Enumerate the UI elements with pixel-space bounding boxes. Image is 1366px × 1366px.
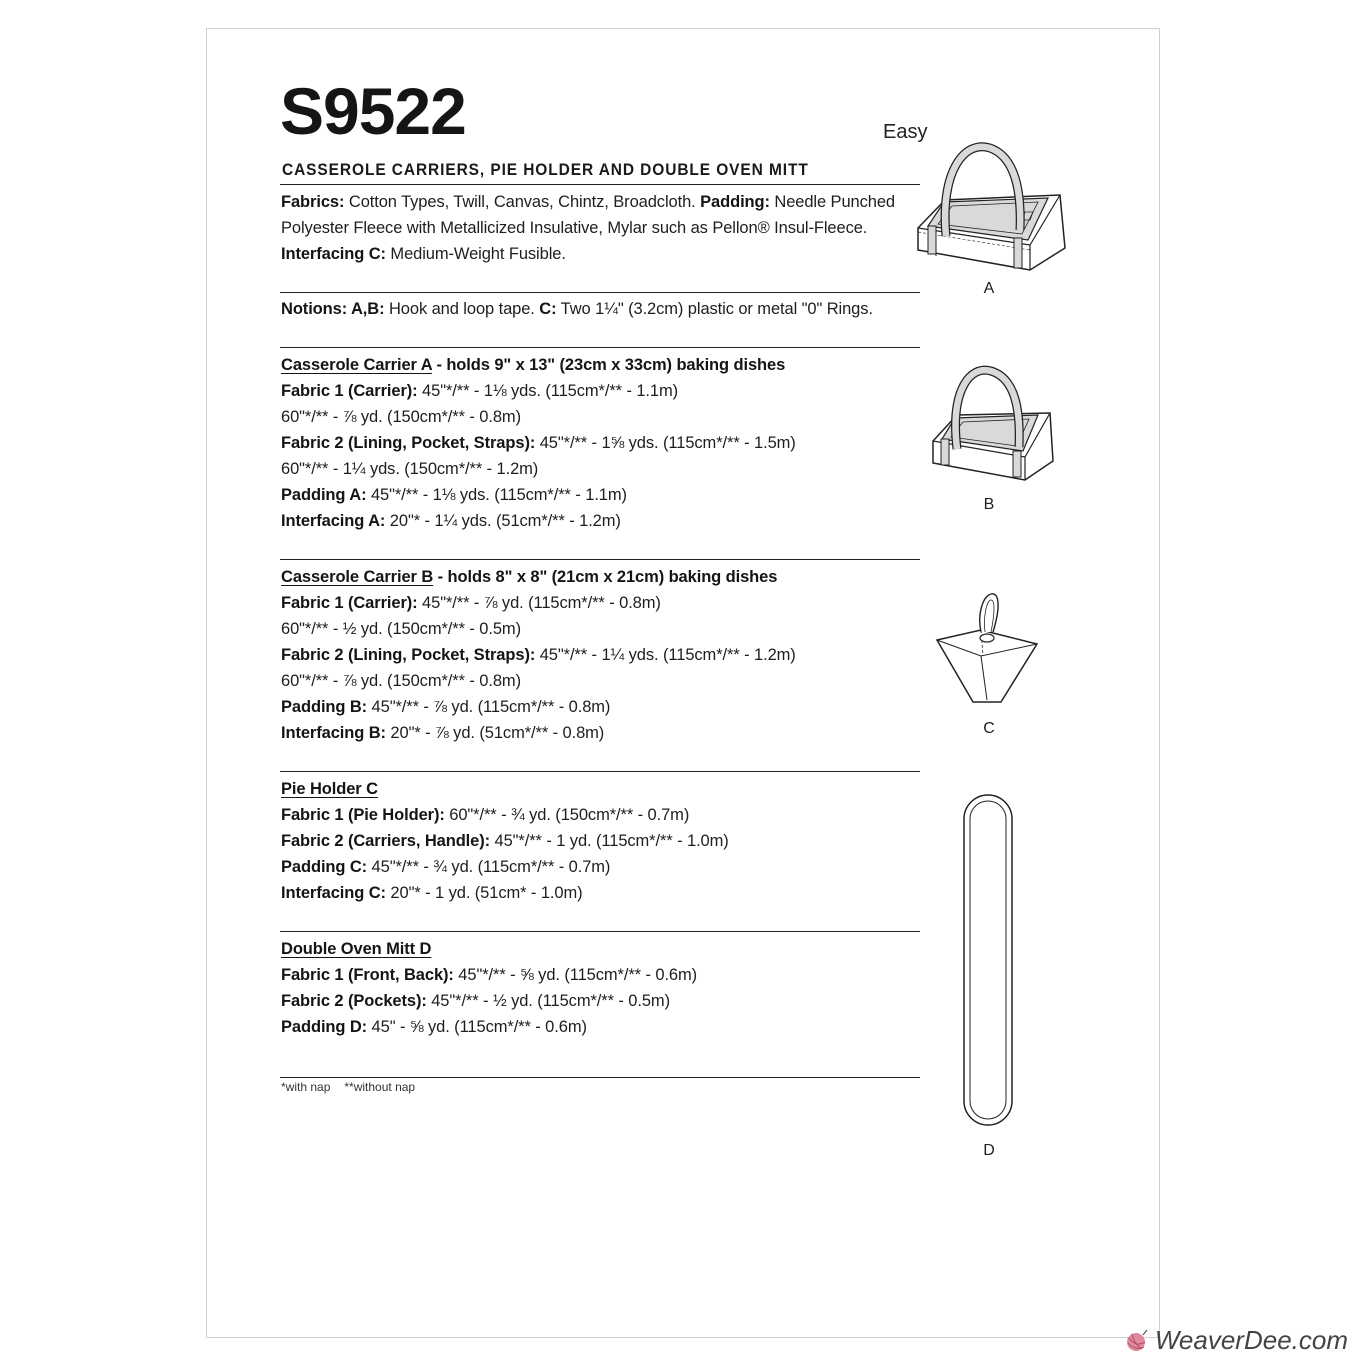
- row-text: 45"*/** - ⅞ yd. (115cm*/** - 0.8m): [417, 594, 661, 612]
- section-heading: [281, 776, 901, 802]
- row-label: Fabric 2 (Carriers, Handle):: [281, 832, 491, 850]
- section-oven-mitt: [281, 936, 901, 1040]
- section-pie-holder: [281, 776, 901, 906]
- yardage-row: [281, 430, 901, 456]
- row-text: 60"*/** - ½ yd. (150cm*/** - 0.5m): [281, 620, 521, 638]
- casserole-carrier-a-illustration: [910, 140, 1070, 275]
- row-text: 20"* - ⅞ yd. (51cm*/** - 0.8m): [385, 724, 605, 742]
- double-oven-mitt-d-illustration: [958, 793, 1018, 1128]
- yardage-row: [281, 828, 901, 854]
- divider-rule: [280, 347, 920, 348]
- section-desc: - holds 9" x 13" (23cm x 33cm) baking dishes: [431, 356, 786, 374]
- row-text: 45"*/** - ¾ yd. (115cm*/** - 0.7m): [367, 858, 611, 876]
- row-text: 45"*/** - 1 yd. (115cm*/** - 1.0m): [490, 832, 729, 850]
- view-label-b: B: [983, 496, 995, 513]
- divider-rule: [280, 184, 920, 185]
- notions-label: Notions: A,B:: [281, 300, 385, 318]
- yardage-row: [281, 854, 901, 880]
- footnote-without-nap: **without nap: [344, 1080, 416, 1094]
- yardage-row: [281, 1014, 901, 1040]
- casserole-carrier-b-illustration: [925, 365, 1060, 485]
- row-text: 60"*/** - ⅞ yd. (150cm*/** - 0.8m): [281, 672, 521, 690]
- pie-holder-c-illustration: [933, 592, 1043, 712]
- notions-block: [281, 296, 901, 322]
- section-title: Casserole Carrier B: [281, 568, 434, 586]
- yardage-row: [281, 404, 901, 430]
- difficulty-label: Easy: [883, 121, 928, 143]
- row-label: Fabric 2 (Lining, Pocket, Straps):: [281, 434, 536, 452]
- row-label: Fabric 1 (Carrier):: [281, 382, 418, 400]
- row-label: Interfacing C:: [281, 884, 386, 902]
- view-label-c: C: [983, 720, 995, 737]
- yardage-row: [281, 590, 901, 616]
- row-text: 45"*/** - 1⅛ yds. (115cm*/** - 1.1m): [417, 382, 679, 400]
- interfacing-text: Medium-Weight Fusible.: [385, 245, 566, 263]
- section-heading: [281, 564, 901, 590]
- row-label: Padding C:: [281, 858, 368, 876]
- row-text: 45"*/** - ⅞ yd. (115cm*/** - 0.8m): [367, 698, 611, 716]
- section-title: Pie Holder C: [281, 780, 378, 798]
- padding-label: Padding:: [700, 193, 770, 211]
- notions-text-1: Hook and loop tape.: [384, 300, 540, 318]
- section-desc: - holds 8" x 8" (21cm x 21cm) baking dishes: [433, 568, 778, 586]
- row-text: 60"*/** - ¾ yd. (150cm*/** - 0.7m): [444, 806, 690, 824]
- row-text: 60"*/** - ⅞ yd. (150cm*/** - 0.8m): [281, 408, 521, 426]
- section-heading: [281, 352, 901, 378]
- yarn-ball-icon: [1123, 1328, 1149, 1354]
- row-label: Fabric 2 (Lining, Pocket, Straps):: [281, 646, 536, 664]
- padding-text-2: Polyester Fleece with Metallicized Insulative, Mylar such as Pellon® Insul-Fleece.: [281, 219, 868, 237]
- section-heading: [281, 936, 901, 962]
- row-label: Padding A:: [281, 486, 367, 504]
- yardage-row: [281, 694, 901, 720]
- notions-label-c: C:: [539, 300, 557, 318]
- row-text: 60"*/** - 1¼ yds. (150cm*/** - 1.2m): [281, 460, 539, 478]
- yardage-row: [281, 508, 901, 534]
- yardage-row: [281, 880, 901, 906]
- row-text: 20"* - 1 yd. (51cm* - 1.0m): [385, 884, 583, 902]
- row-label: Fabric 1 (Front, Back):: [281, 966, 454, 984]
- section-title: Double Oven Mitt D: [281, 940, 432, 958]
- row-text: 20"* - 1¼ yds. (51cm*/** - 1.2m): [385, 512, 621, 530]
- fabrics-label: Fabrics:: [281, 193, 345, 211]
- row-text: 45"*/** - ½ yd. (115cm*/** - 0.5m): [426, 992, 670, 1010]
- pattern-number: S9522: [280, 74, 466, 148]
- yardage-row: [281, 962, 901, 988]
- row-label: Interfacing B:: [281, 724, 386, 742]
- interfacing-label: Interfacing C:: [281, 245, 386, 263]
- divider-rule: [280, 1077, 920, 1078]
- section-title: Casserole Carrier A: [281, 356, 432, 374]
- divider-rule: [280, 559, 920, 560]
- padding-line: [281, 215, 901, 241]
- row-label: Fabric 2 (Pockets):: [281, 992, 427, 1010]
- yardage-row: [281, 802, 901, 828]
- row-text: 45"*/** - 1⅛ yds. (115cm*/** - 1.1m): [366, 486, 627, 504]
- fabrics-line: [281, 189, 901, 215]
- notions-text-2: Two 1¼" (3.2cm) plastic or metal "0" Rings.: [556, 300, 873, 318]
- view-label-a: A: [983, 280, 995, 297]
- row-label: Fabric 1 (Carrier):: [281, 594, 418, 612]
- row-label: Padding D:: [281, 1018, 368, 1036]
- view-label-d: D: [983, 1142, 995, 1159]
- watermark-text: WeaverDee.com: [1154, 1325, 1348, 1355]
- materials-block: [281, 189, 901, 267]
- yardage-row: [281, 378, 901, 404]
- notions-line: [281, 296, 901, 322]
- row-text: 45" - ⅝ yd. (115cm*/** - 0.6m): [367, 1018, 587, 1036]
- row-label: Interfacing A:: [281, 512, 386, 530]
- pattern-subtitle: CASSEROLE CARRIERS, PIE HOLDER AND DOUBLE OVEN MITT: [282, 161, 809, 180]
- interfacing-line: [281, 241, 901, 267]
- divider-rule: [280, 931, 920, 932]
- padding-text: Needle Punched: [769, 193, 896, 211]
- section-carrier-b: [281, 564, 901, 746]
- row-text: 45"*/** - 1¼ yds. (115cm*/** - 1.2m): [535, 646, 796, 664]
- divider-rule: [280, 771, 920, 772]
- row-text: 45"*/** - ⅝ yd. (115cm*/** - 0.6m): [453, 966, 698, 984]
- fabrics-text: Cotton Types, Twill, Canvas, Chintz, Broadcloth.: [344, 193, 701, 211]
- row-label: Padding B:: [281, 698, 368, 716]
- row-label: Fabric 1 (Pie Holder):: [281, 806, 445, 824]
- yardage-row: [281, 456, 901, 482]
- watermark: [1123, 1325, 1348, 1356]
- row-text: 45"*/** - 1⅝ yds. (115cm*/** - 1.5m): [535, 434, 796, 452]
- yardage-row: [281, 720, 901, 746]
- yardage-row: [281, 642, 901, 668]
- footnotes: [281, 1080, 429, 1094]
- yardage-row: [281, 668, 901, 694]
- section-carrier-a: [281, 352, 901, 534]
- yardage-row: [281, 988, 901, 1014]
- footnote-with-nap: *with nap: [281, 1080, 331, 1094]
- yardage-row: [281, 616, 901, 642]
- yardage-row: [281, 482, 901, 508]
- divider-rule: [280, 292, 920, 293]
